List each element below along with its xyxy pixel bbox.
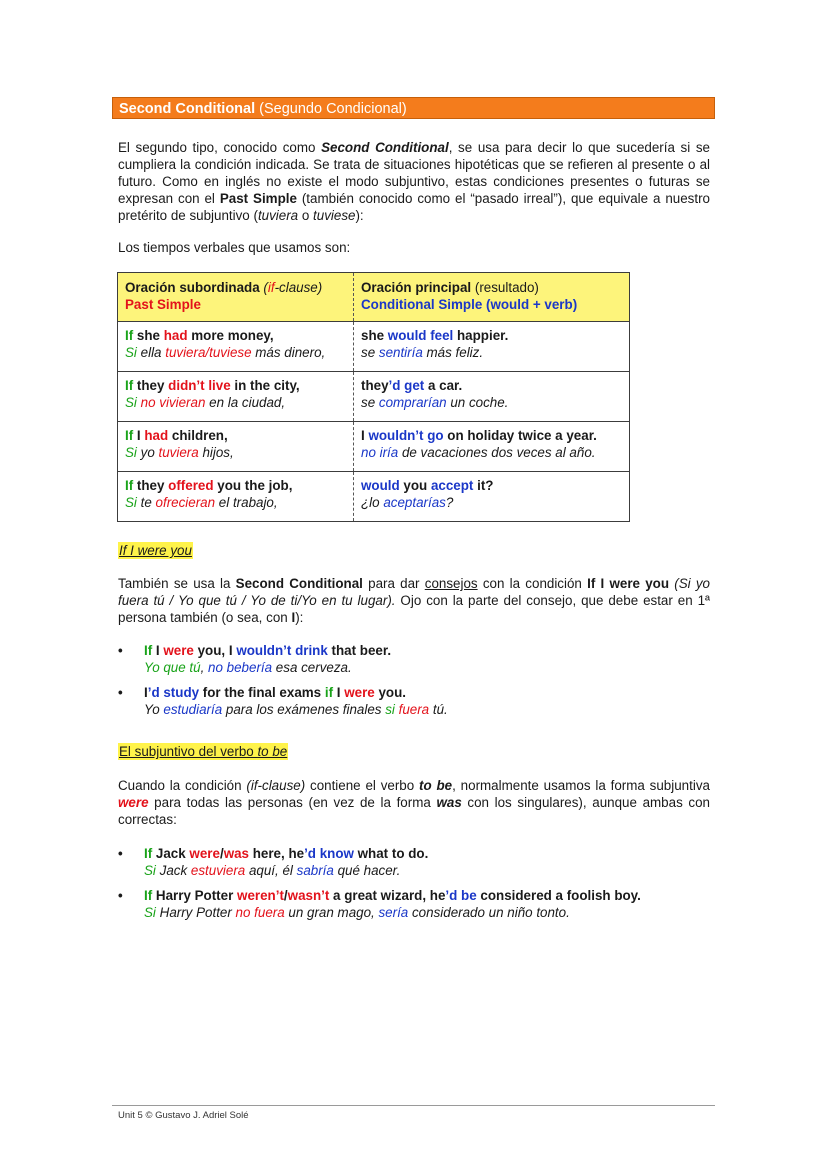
word: she	[133, 328, 164, 343]
intro-example: tuviese	[313, 208, 356, 223]
word: se	[361, 395, 379, 410]
word: she	[361, 328, 388, 343]
word: If	[144, 888, 153, 903]
table-row	[118, 372, 630, 422]
section-title-rest: (Segundo Condicional)	[255, 101, 407, 117]
word: más dinero,	[251, 345, 326, 360]
term: was	[436, 795, 462, 810]
list-item	[118, 642, 718, 676]
word: tuviera	[158, 445, 199, 460]
main-clause-cell	[354, 472, 630, 522]
header-note: -clause)	[274, 280, 323, 295]
term: If I were you	[587, 576, 670, 591]
word: weren’t	[237, 888, 284, 903]
footer-divider	[112, 1105, 715, 1106]
word: was	[223, 846, 249, 861]
table-row	[118, 472, 630, 522]
word: ?	[445, 495, 454, 510]
bullet: •	[118, 643, 123, 658]
text: con los singulares), aunque ambas con correctas:	[118, 795, 711, 827]
word: that beer.	[327, 643, 392, 658]
word: would feel	[387, 328, 454, 343]
intro-example: tuviera	[257, 208, 299, 223]
word: offered	[168, 478, 214, 493]
word: you.	[374, 685, 406, 700]
word: would	[361, 478, 400, 493]
subjunctive-paragraph	[118, 777, 710, 828]
bullet: •	[118, 685, 123, 700]
word: were	[189, 846, 220, 861]
word: I	[333, 685, 345, 700]
word: ’d study	[147, 685, 200, 700]
term: were	[118, 795, 149, 810]
term: Second Conditional	[235, 576, 363, 591]
word: Si	[125, 345, 137, 360]
word: if	[324, 685, 334, 700]
main-clause-cell	[354, 422, 630, 472]
word: I	[361, 428, 369, 443]
header-punct: +	[529, 297, 545, 312]
word: Jack	[152, 846, 190, 861]
word: tuviera/tuviese	[165, 345, 252, 360]
word: un coche.	[446, 395, 509, 410]
word: el trabajo,	[215, 495, 278, 510]
text: contiene el verbo	[305, 778, 420, 793]
word: tú.	[429, 702, 448, 717]
word: ¿lo	[361, 495, 384, 510]
word: it?	[473, 478, 494, 493]
word: ’d get	[388, 378, 425, 393]
section-title-bold: Second Conditional	[119, 101, 256, 117]
word: estudiaría	[163, 702, 223, 717]
word: te	[136, 495, 156, 510]
word: children,	[168, 428, 228, 443]
term: I	[291, 610, 296, 625]
word: sentiría	[378, 345, 423, 360]
advice-paragraph	[118, 575, 710, 626]
word: Harry Potter	[155, 905, 236, 920]
word: If	[125, 428, 134, 443]
header-note: if	[267, 280, 275, 295]
header-cell-main-clause	[354, 273, 630, 322]
word: ella	[136, 345, 166, 360]
header-note: (	[263, 280, 268, 295]
word: more money,	[187, 328, 274, 343]
intro-term: Past Simple	[219, 191, 297, 206]
word: I	[152, 643, 164, 658]
intro-text: , se usa para decir lo que sucedería si se cumpliera la condición indicada. Se trata de situaciones hipotéticas que se refieren al presente o al futuro. Como en inglés no existe el modo subjuntivo, estas condiciones presentes o futuras se expresan con el	[118, 140, 710, 206]
word: de vacaciones dos veces al año.	[398, 445, 596, 460]
word: If	[125, 378, 134, 393]
intro-text: El segundo tipo, conocido como	[118, 140, 322, 155]
intro-text: (también conocido como el “pasado irreal”), que equivale a nuestro pretérito de subjuntivo (	[118, 191, 710, 223]
header-cell-if-clause	[118, 273, 354, 322]
word: wouldn’t go	[368, 428, 444, 443]
main-clause-cell	[354, 322, 630, 372]
word: sería	[378, 905, 409, 920]
text: ):	[295, 610, 304, 625]
word: no bebería	[208, 660, 273, 675]
word: /	[283, 888, 288, 903]
tenses-intro: Los tiempos verbales que usamos son:	[118, 240, 351, 255]
main-clause-cell	[354, 372, 630, 422]
section-header	[112, 97, 715, 119]
word: en la ciudad,	[205, 395, 286, 410]
word: aquí, él	[245, 863, 297, 878]
example: (if-clause)	[246, 778, 306, 793]
conditional-table	[117, 272, 630, 522]
text: Cuando la condición	[118, 778, 247, 793]
word: they	[361, 378, 389, 393]
word: a great wizard, he	[329, 888, 446, 903]
word: se	[361, 345, 379, 360]
word: /	[219, 846, 224, 861]
header-label: Oración principal	[361, 280, 472, 295]
word: had	[144, 428, 169, 443]
word: estuviera	[190, 863, 246, 878]
list-item	[118, 887, 718, 921]
subheading-verb: to be	[257, 744, 288, 759]
example: (Si yo fuera tú / Yo que tú / Yo de ti/Yo en tu lugar).	[118, 576, 710, 608]
word: they	[133, 378, 169, 393]
text: para todas las personas (en vez de la forma	[148, 795, 437, 810]
word: ofrecieran	[155, 495, 216, 510]
if-clause-cell	[118, 422, 354, 472]
header-label: Oración subordinada	[125, 280, 264, 295]
word: yo	[136, 445, 159, 460]
table-row	[118, 422, 630, 472]
list-item	[118, 845, 718, 879]
word: didn’t live	[168, 378, 231, 393]
word: para los exámenes finales	[222, 702, 386, 717]
word: no fuera	[235, 905, 285, 920]
text: Ojo con la parte del consejo, que debe estar en 1ª persona también (o sea, con	[118, 593, 710, 625]
word: in the city,	[230, 378, 300, 393]
word: Si	[125, 495, 137, 510]
table-row	[118, 322, 630, 372]
word: hijos,	[198, 445, 234, 460]
header-tense-conditional: Conditional Simple	[361, 297, 483, 312]
word: wasn’t	[287, 888, 330, 903]
bullet: •	[118, 888, 123, 903]
text: con la condición	[477, 576, 588, 591]
if-clause-cell	[118, 372, 354, 422]
word: más feliz.	[422, 345, 484, 360]
footer-text: Unit 5 © Gustavo J. Adriel Solé	[118, 1110, 249, 1121]
word: Si	[144, 905, 156, 920]
header-verb: verb	[544, 297, 573, 312]
if-clause-cell	[118, 322, 354, 372]
word: ,	[200, 660, 209, 675]
word: Si	[144, 863, 156, 878]
word: you	[399, 478, 431, 493]
bullet: •	[118, 846, 123, 861]
header-would: would	[490, 297, 530, 312]
text: , normalmente usamos la forma subjuntiva	[452, 778, 710, 793]
word: Jack	[155, 863, 191, 878]
intro-term: Second Conditional	[321, 140, 449, 155]
word: accept	[430, 478, 474, 493]
word: ’d be	[445, 888, 477, 903]
word: aceptarías	[383, 495, 446, 510]
text: También se usa la	[118, 576, 236, 591]
word: were	[163, 643, 194, 658]
intro-paragraph	[118, 139, 710, 224]
word: Harry Potter	[152, 888, 238, 903]
word: you, I	[193, 643, 237, 658]
underlined-term: consejos	[424, 576, 478, 591]
word: esa cerveza.	[272, 660, 352, 675]
word: If	[144, 643, 153, 658]
word: I	[133, 428, 145, 443]
word: Si	[125, 445, 137, 460]
word: considerado un niño tonto.	[408, 905, 570, 920]
word: I	[144, 685, 148, 700]
word: un gran mago,	[284, 905, 379, 920]
header-punct: (	[482, 297, 491, 312]
term: to be	[419, 778, 453, 793]
word: Yo	[144, 702, 164, 717]
word: you the job,	[213, 478, 293, 493]
header-note: (resultado)	[471, 280, 539, 295]
word: If	[125, 478, 134, 493]
word: wouldn’t drink	[236, 643, 328, 658]
list-item	[118, 684, 718, 718]
header-punct: )	[572, 297, 578, 312]
table-header-row	[118, 273, 630, 322]
word: If	[144, 846, 153, 861]
word: had	[163, 328, 188, 343]
intro-text: o	[298, 208, 314, 223]
header-tense-past-simple: Past Simple	[125, 297, 201, 312]
word: no vivieran	[140, 395, 206, 410]
word: sabría	[296, 863, 334, 878]
if-clause-cell	[118, 472, 354, 522]
word: Si	[125, 395, 137, 410]
text: para dar	[362, 576, 425, 591]
intro-text: ):	[355, 208, 364, 223]
word: qué hacer.	[333, 863, 401, 878]
word: no iría	[361, 445, 399, 460]
word: happier.	[453, 328, 509, 343]
word: on holiday twice a year.	[443, 428, 597, 443]
subheading-text: El subjuntivo del verbo	[119, 744, 258, 759]
subheading-subjunctive	[118, 743, 288, 760]
word: for the final exams	[199, 685, 325, 700]
word: fuera	[398, 702, 430, 717]
subheading-if-i-were-you: If I were you	[119, 543, 192, 558]
advice-examples-list	[118, 642, 718, 726]
word: what to do.	[353, 846, 429, 861]
word: a car.	[424, 378, 463, 393]
word: they	[133, 478, 169, 493]
word: If	[125, 328, 134, 343]
word: considered a foolish boy.	[476, 888, 641, 903]
word: ’d know	[304, 846, 354, 861]
word: Yo que tú	[144, 660, 201, 675]
word: were	[344, 685, 375, 700]
word: here, he	[249, 846, 305, 861]
word: si	[385, 702, 395, 717]
word: comprarían	[378, 395, 447, 410]
subjunctive-examples-list	[118, 845, 718, 929]
